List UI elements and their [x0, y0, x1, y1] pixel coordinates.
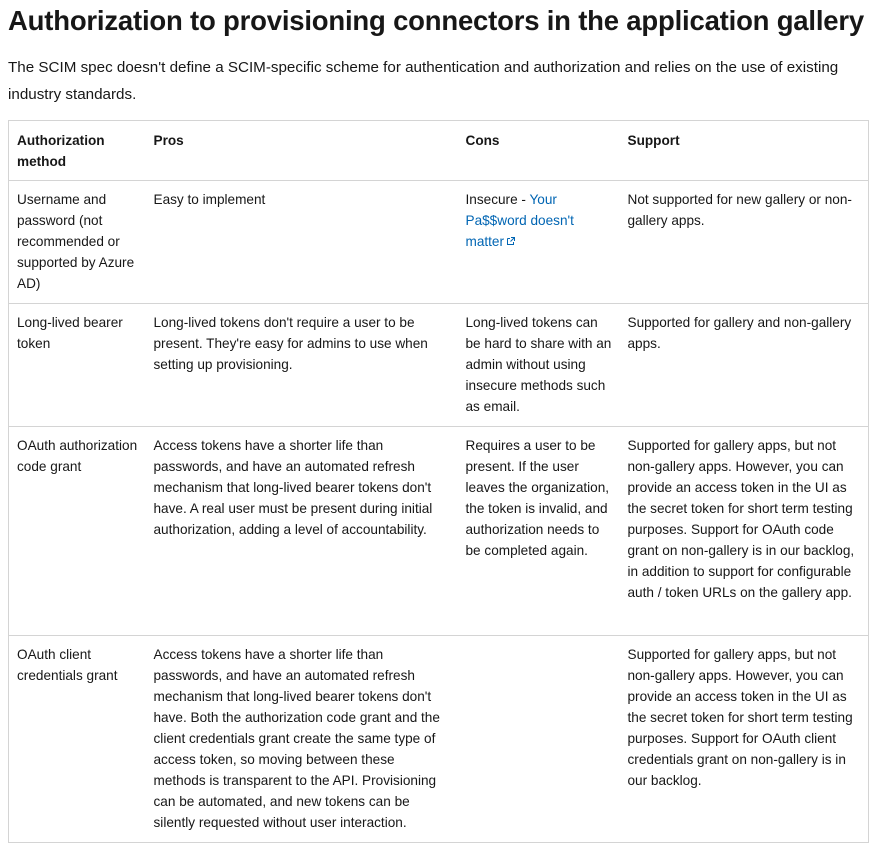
cell-pros: Long-lived tokens don't require a user to be present. They're easy for admins to use when setting up provisioning.	[146, 304, 458, 427]
cell-method: OAuth client credentials grant	[9, 636, 146, 843]
table-row	[9, 304, 869, 427]
authorization-methods-table	[8, 120, 869, 843]
column-header-method: Authorization method	[9, 121, 146, 181]
cell-cons: Long-lived tokens can be hard to share with an admin without using insecure methods such as email.	[458, 304, 620, 427]
document-page	[0, 0, 881, 108]
cell-cons	[458, 636, 620, 843]
table-header-row	[9, 121, 869, 181]
external-link-icon	[507, 237, 515, 245]
table-row	[9, 636, 869, 843]
column-header-cons: Cons	[458, 121, 620, 181]
cell-cons: Requires a user to be present. If the user leaves the organization, the token is invalid, and authorization needs to be completed again.	[458, 427, 620, 636]
cell-cons	[458, 181, 620, 304]
cell-pros: Easy to implement	[146, 181, 458, 304]
column-header-support: Support	[620, 121, 869, 181]
cell-pros: Access tokens have a shorter life than passwords, and have an automated refresh mechanism that long-lived bearer tokens don't have. A real user must be present during initial authorization, adding a level of accountability.	[146, 427, 458, 636]
intro-paragraph: The SCIM spec doesn't define a SCIM-specific scheme for authentication and authorization and relies on the use of existing industry standards.	[8, 59, 839, 103]
cell-method: Long-lived bearer token	[9, 304, 146, 427]
cell-support: Not supported for new gallery or non-gallery apps.	[620, 181, 869, 304]
cons-prefix-text: Insecure -	[465, 192, 530, 207]
section-heading: Authorization to provisioning connectors in the application gallery	[8, 5, 864, 36]
cell-support: Supported for gallery and non-gallery apps.	[620, 304, 869, 427]
cell-pros: Access tokens have a shorter life than passwords, and have an automated refresh mechanism that long-lived bearer tokens don't have. Both the authorization code grant and the client credentials grant create the same type of access token, so moving between these methods is transparent to the API. Provisioning can be automated, and new tokens can be silently requested without user interaction.	[146, 636, 458, 843]
column-header-pros: Pros	[146, 121, 458, 181]
cell-method: OAuth authorization code grant	[9, 427, 146, 636]
cell-support: Supported for gallery apps, but not non-gallery apps. However, you can provide an access token in the UI as the secret token for short term testing purposes. Support for OAuth code grant on non-gallery is in our backlog, in addition to support for configurable auth / token URLs on the gallery app.	[620, 427, 869, 636]
cell-support: Supported for gallery apps, but not non-gallery apps. However, you can provide an access token in the UI as the secret token for short term testing purposes. Support for OAuth client credentials grant on non-gallery is in our backlog.	[620, 636, 869, 843]
table-row	[9, 181, 869, 304]
table-row	[9, 427, 869, 636]
cell-method: Username and password (not recommended or supported by Azure AD)	[9, 181, 146, 304]
link-text: Your Pa$$word doesn't matter	[465, 192, 574, 249]
